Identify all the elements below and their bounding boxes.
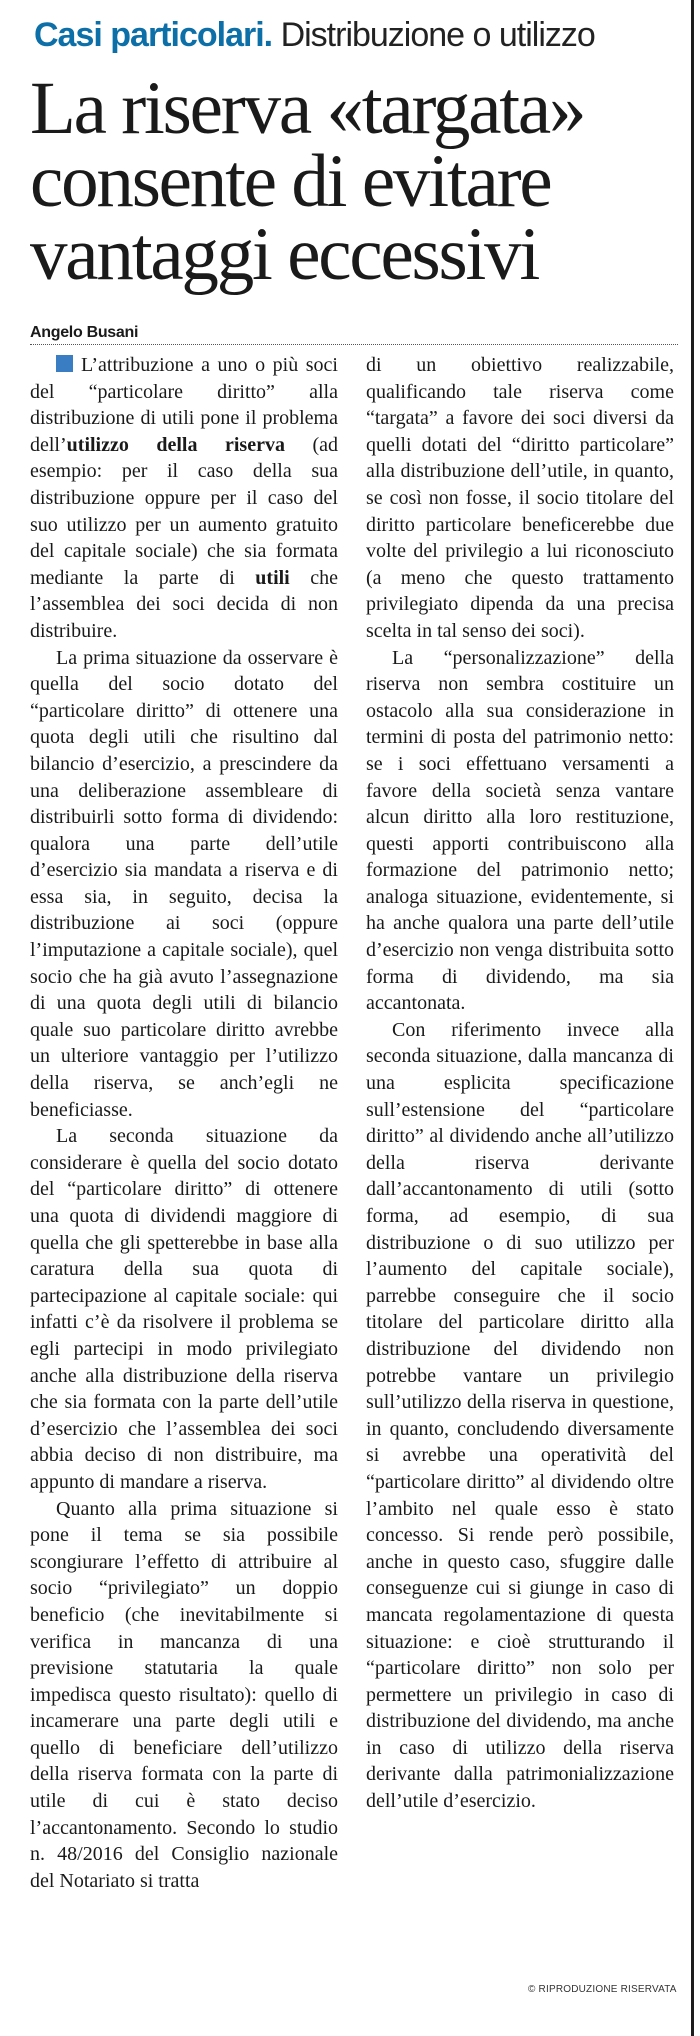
paragraph-2: La prima situazione da osservare è quella del socio dotato del “particolare diritto” di ottenere una quota degli utili che risultino dal bilancio d’esercizio, a prescindere da una deliberazione assembleare di distribuirli sotto forma di dividendo: qualora una parte dell’utile d’esercizio sia mandata a riserva e di essa sia, in seguito, decisa la distribuzione ai soci (oppure l’imputazione a capitale sociale), quel socio che ha già avuto l’assegnazione di una quota degli utili di bilancio quale suo particolare diritto avrebbe un ulteriore vantaggio per l’utilizzo della riserva, se anch’egli ne beneficiasse. [30, 646, 338, 1121]
paragraph-1-bold-2: utili [255, 566, 290, 589]
paragraph-1 [30, 352, 338, 645]
paragraph-3: La seconda situazione da considerare è quella del socio dotato del “particolare diritto” di ottenere una quota di dividendi maggiore di quella che gli spetterebbe in base alla caratura della sua quota di partecipazione al capitale sociale: qui infatti c’è da risolvere il problema se egli partecipi in modo privilegiato anche alla distribuzione della riserva che sia formata con la parte dell’utile d’esercizio che l’assemblea dei soci abbia deciso di non distribuire, ma appunto di mandare a riserva. [30, 1125, 338, 1493]
headline-line-3: vantaggi eccessivi [30, 213, 539, 296]
lead-square-icon [56, 355, 73, 372]
headline-line-2: consente di evitare [30, 140, 551, 223]
paragraph-5: di un obiettivo realizzabile, qualificando tale riserva come “targata” a favore dei soci diversi da quelli dotati del “diritto particolare” alla distribuzione dell’utile, in quanto, se così non fosse, il socio titolare del diritto particolare beneficerebbe due volte del privilegio a lui riconosciuto (a meno che questo trattamento privilegiato dipenda da una precisa scelta in tal senso dei soci). [366, 354, 674, 642]
kicker [34, 16, 595, 55]
article-column-left [30, 352, 338, 1894]
kicker-topic: Distribuzione o utilizzo [280, 16, 595, 54]
paragraph-1-bold-1: utilizzo della riserva [66, 433, 285, 456]
headline-line-1: La riserva «targata» [30, 67, 585, 150]
copyright-notice: © RIPRODUZIONE RISERVATA [528, 1984, 677, 1995]
headline [30, 67, 680, 296]
paragraph-7: Con riferimento invece alla seconda situazione, dalla mancanza di una esplicita specificazione sull’estensione del “particolare diritto” al dividendo anche all’utilizzo della riserva derivante dall’accantonamento di utili (sotto forma, ad esempio, di sua distribuzione o di suo utilizzo per l’aumento del capitale sociale), parrebbe conseguire che il socio titolare del particolare diritto alla distribuzione del dividendo non potrebbe vantare un privilegio sull’utilizzo della riserva in questione, in quanto, concludendo diversamente si avrebbe una operatività del “particolare diritto” al dividendo oltre l’ambito nel quale esso è stato concesso. Si rende però possibile, anche in questo caso, sfuggire dalle conseguenze cui si giunge in caso di mancata regolamentazione di questa situazione: e cioè strutturando il “particolare diritto” non solo per permettere un privilegio in caso di distribuzione del dividendo, ma anche in caso di utilizzo della riserva derivante dalla patrimonializzazione dell’utile d’esercizio. [366, 1018, 674, 1813]
paragraph-4: Quanto alla prima situazione si pone il tema se sia possibile scongiurare l’effetto di attribuire al socio “privilegiato” un doppio beneficio (che inevitabilmente si verifica in mancanza di una previsione statutaria la quale impedisca questo risultato): quello di incamerare una parte degli utili e quello di beneficiare dell’utilizzo della riserva formata con la parte di utile di cui è stato deciso l’accantonamento. Secondo lo studio n. 48/2016 del Consiglio nazionale del Notariato si tratta [30, 1497, 338, 1892]
paragraph-1-post: che l’assemblea dei soci decida di non distribuire. [30, 566, 338, 642]
paragraph-6: La “personalizzazione” della riserva non sembra costituire un ostacolo alla sua considerazione in termini di posta del patrimonio netto: se i soci effettuano versamenti a favore della società senza vantare alcun diritto alla loro restituzione, questi apporti contribuiscono alla formazione del patrimonio netto; analoga situazione, evidentemente, si ha anche qualora una parte dell’utile d’esercizio non venga distribuita sotto forma di dividendo, ma sia accantonata. [366, 646, 674, 1015]
column-rule [691, 0, 694, 2036]
paragraph-1-pre: L’attribuzione a uno o più soci del “particolare diritto” alla distribuzione di utili pone il problema dell’ [30, 354, 338, 456]
article-column-right [366, 352, 674, 1815]
paragraph-1-mid: (ad esempio: per il caso della sua distribuzione oppure per il caso del suo utilizzo per un aumento gratuito del capitale sociale) che sia formata mediante la parte di [30, 433, 338, 589]
kicker-category: Casi particolari. [34, 16, 273, 54]
byline-divider [30, 344, 678, 345]
byline: Angelo Busani [30, 324, 139, 341]
